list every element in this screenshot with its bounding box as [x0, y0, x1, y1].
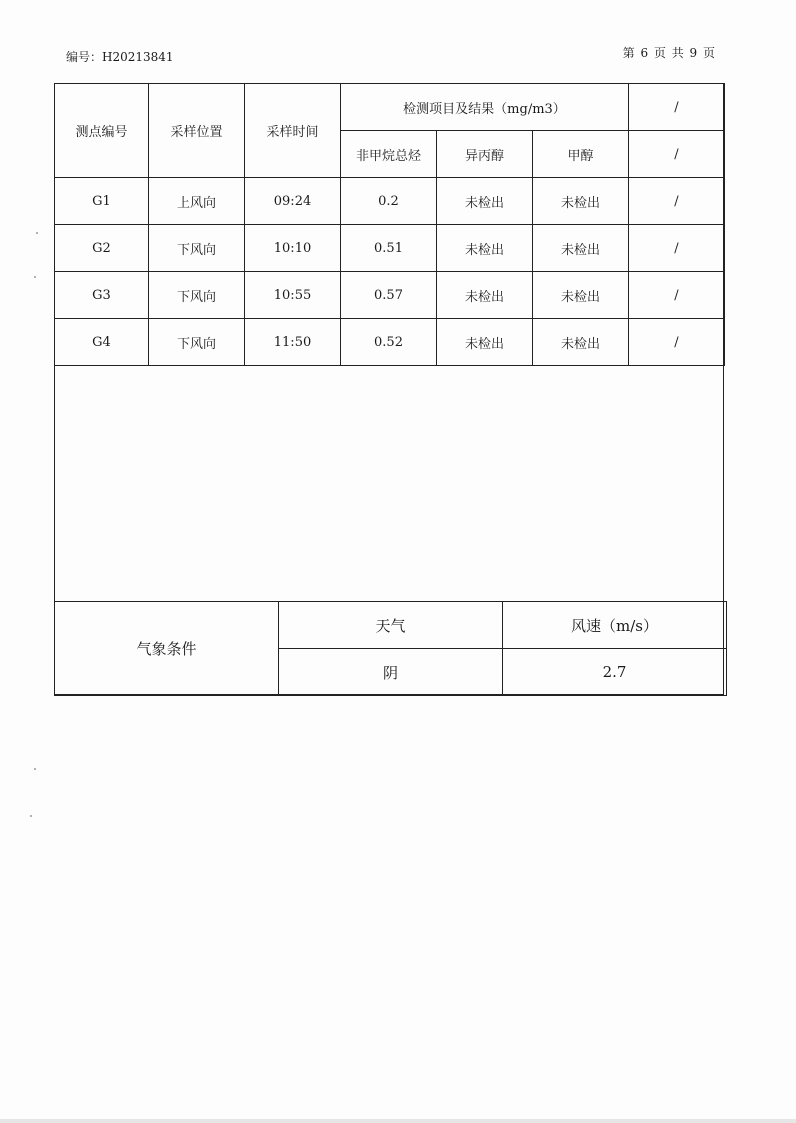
scan-speck [30, 815, 32, 817]
subheader-slash: / [629, 131, 725, 178]
wind-speed-value: 2.7 [503, 649, 727, 696]
cell-nmhc: 0.2 [341, 178, 437, 225]
cell-isopropanol: 未检出 [437, 319, 533, 366]
cell-slash: / [629, 319, 725, 366]
results-table [54, 83, 725, 366]
header-sampling-location: 采样位置 [149, 84, 245, 178]
cell-point: G2 [55, 225, 149, 272]
cell-time: 10:10 [245, 225, 341, 272]
scan-edge [0, 1119, 796, 1123]
blank-area [55, 362, 723, 602]
header-weather: 天气 [279, 602, 503, 649]
table-header-row [55, 84, 725, 131]
cell-time: 10:55 [245, 272, 341, 319]
page-indicator: 第 6 页 共 9 页 [622, 46, 716, 60]
cell-location: 下风向 [149, 225, 245, 272]
weather-conditions-label: 气象条件 [55, 602, 279, 696]
results-sheet [54, 83, 724, 695]
cell-methanol: 未检出 [533, 272, 629, 319]
cell-isopropanol: 未检出 [437, 272, 533, 319]
cell-slash: / [629, 225, 725, 272]
cell-methanol: 未检出 [533, 319, 629, 366]
weather-value: 阴 [279, 649, 503, 696]
cell-slash: / [629, 178, 725, 225]
header-isopropanol: 异丙醇 [437, 131, 533, 178]
scan-speck [34, 768, 36, 770]
document-number: 编号：H20213841 [66, 50, 174, 64]
cell-location: 上风向 [149, 178, 245, 225]
cell-location: 下风向 [149, 272, 245, 319]
header-test-items: 检测项目及结果（mg/m3） [341, 84, 629, 131]
table-row [55, 178, 725, 225]
scan-speck [34, 276, 36, 278]
cell-nmhc: 0.57 [341, 272, 437, 319]
weather-header-row [55, 602, 727, 649]
cell-isopropanol: 未检出 [437, 225, 533, 272]
table-row [55, 272, 725, 319]
scan-speck [36, 232, 38, 234]
cell-point: G1 [55, 178, 149, 225]
cell-point: G4 [55, 319, 149, 366]
cell-location: 下风向 [149, 319, 245, 366]
cell-time: 11:50 [245, 319, 341, 366]
header-point-id: 测点编号 [55, 84, 149, 178]
header-nmhc: 非甲烷总烃 [341, 131, 437, 178]
cell-methanol: 未检出 [533, 178, 629, 225]
header-wind-speed: 风速（m/s） [503, 602, 727, 649]
cell-time: 09:24 [245, 178, 341, 225]
cell-point: G3 [55, 272, 149, 319]
weather-table [54, 601, 727, 696]
cell-slash: / [629, 272, 725, 319]
table-row [55, 225, 725, 272]
cell-nmhc: 0.51 [341, 225, 437, 272]
header-methanol: 甲醇 [533, 131, 629, 178]
header-sampling-time: 采样时间 [245, 84, 341, 178]
cell-methanol: 未检出 [533, 225, 629, 272]
cell-isopropanol: 未检出 [437, 178, 533, 225]
header-slash: / [629, 84, 725, 131]
cell-nmhc: 0.52 [341, 319, 437, 366]
table-row [55, 319, 725, 366]
